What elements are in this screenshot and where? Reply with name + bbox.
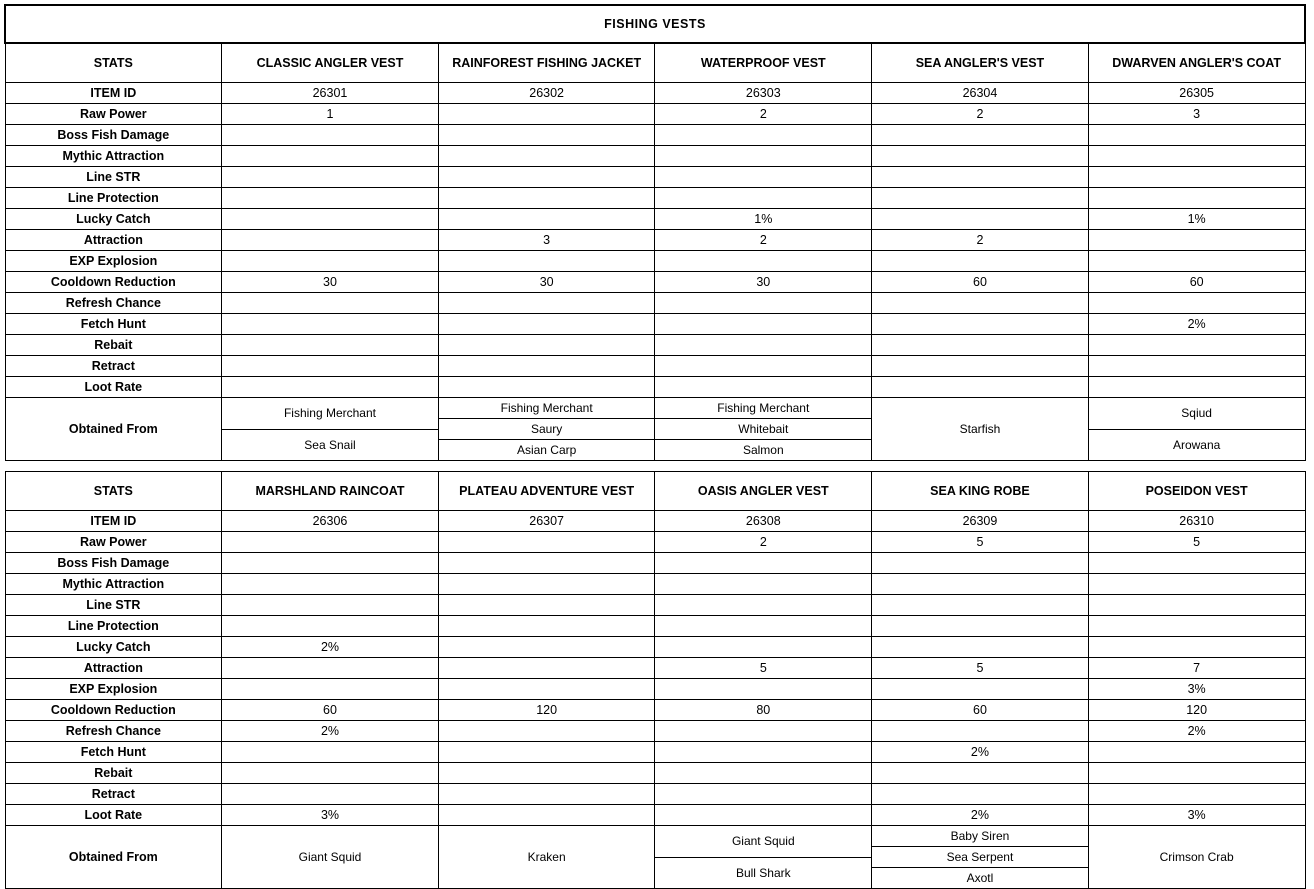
obtained-from-cell <box>655 398 872 461</box>
table-row <box>5 251 1305 272</box>
stat-value <box>438 314 655 335</box>
stat-value <box>438 574 655 595</box>
stat-value <box>438 553 655 574</box>
header-item-1: MARSHLAND RAINCOAT <box>222 472 439 511</box>
stat-value <box>222 742 439 763</box>
stat-value <box>438 742 655 763</box>
table-row <box>5 104 1305 125</box>
stat-value <box>872 125 1089 146</box>
stat-value <box>438 125 655 146</box>
stat-value <box>1088 574 1305 595</box>
obtained-from-entry: Sea Snail <box>222 429 438 460</box>
stat-label: Refresh Chance <box>5 293 222 314</box>
obtained-from-entry: Asian Carp <box>439 440 655 461</box>
header-item-4: SEA KING ROBE <box>872 472 1089 511</box>
header-stats: STATS <box>5 472 222 511</box>
table-row <box>5 553 1305 574</box>
stat-label: Lucky Catch <box>5 209 222 230</box>
table-row <box>5 679 1305 700</box>
stat-value: 26304 <box>872 83 1089 104</box>
stat-value: 120 <box>1088 700 1305 721</box>
stat-value: 5 <box>872 658 1089 679</box>
obtained-from-cell: Crimson Crab <box>1088 826 1305 889</box>
stat-value: 2% <box>872 742 1089 763</box>
obtained-from-entry: Bull Shark <box>655 857 871 888</box>
stat-value: 2 <box>655 104 872 125</box>
stat-label: Retract <box>5 356 222 377</box>
stat-value: 26310 <box>1088 511 1305 532</box>
stat-value: 3% <box>1088 805 1305 826</box>
stat-value <box>655 574 872 595</box>
stat-value: 26303 <box>655 83 872 104</box>
stat-value: 2 <box>872 230 1089 251</box>
stat-value <box>655 721 872 742</box>
header-item-2: PLATEAU ADVENTURE VEST <box>438 472 655 511</box>
stat-value <box>655 356 872 377</box>
stat-label: Line Protection <box>5 616 222 637</box>
stat-value <box>222 125 439 146</box>
table-row <box>5 83 1305 104</box>
fishing-vests-table <box>4 4 1306 889</box>
header-item-3: WATERPROOF VEST <box>655 43 872 83</box>
stat-value <box>872 637 1089 658</box>
stat-value <box>1088 742 1305 763</box>
stat-label: Line STR <box>5 167 222 188</box>
stat-label: ITEM ID <box>5 83 222 104</box>
stat-value <box>222 167 439 188</box>
obtained-from-cell: Giant Squid <box>222 826 439 889</box>
stat-value: 3% <box>1088 679 1305 700</box>
obtained-from-entry: Sqiud <box>1089 398 1305 429</box>
stat-value <box>438 658 655 679</box>
obtained-from-entry: Arowana <box>1089 429 1305 460</box>
stat-value: 2% <box>222 637 439 658</box>
stat-value: 2% <box>222 721 439 742</box>
table-row <box>5 700 1305 721</box>
stat-value <box>655 146 872 167</box>
stat-value <box>872 574 1089 595</box>
obtained-from-entry: Salmon <box>655 440 871 461</box>
stat-value <box>438 377 655 398</box>
stat-label: Rebait <box>5 763 222 784</box>
stat-value <box>1088 356 1305 377</box>
table-row <box>5 616 1305 637</box>
stat-label: Raw Power <box>5 104 222 125</box>
stat-value <box>655 293 872 314</box>
stat-label: Boss Fish Damage <box>5 125 222 146</box>
stat-value <box>222 616 439 637</box>
stat-value: 7 <box>1088 658 1305 679</box>
obtained-from-cell <box>655 826 872 889</box>
obtained-from-entry: Whitebait <box>655 419 871 440</box>
stat-value <box>872 335 1089 356</box>
stat-value <box>655 784 872 805</box>
stat-value: 26302 <box>438 83 655 104</box>
stat-value <box>655 763 872 784</box>
header-item-5: DWARVEN ANGLER'S COAT <box>1088 43 1305 83</box>
stat-value <box>222 784 439 805</box>
table-row <box>5 272 1305 293</box>
stat-value: 30 <box>655 272 872 293</box>
stat-value <box>438 251 655 272</box>
obtained-from-cell: Kraken <box>438 826 655 889</box>
stat-label: EXP Explosion <box>5 679 222 700</box>
stat-value <box>1088 167 1305 188</box>
stat-value: 60 <box>222 700 439 721</box>
stat-value <box>872 616 1089 637</box>
stat-value <box>438 595 655 616</box>
stat-value <box>438 104 655 125</box>
stat-value <box>655 125 872 146</box>
table-row <box>5 763 1305 784</box>
stat-label: Loot Rate <box>5 805 222 826</box>
stat-value <box>872 679 1089 700</box>
stat-label: Cooldown Reduction <box>5 272 222 293</box>
stat-value <box>222 209 439 230</box>
table-row <box>5 188 1305 209</box>
stat-value <box>1088 553 1305 574</box>
stat-value <box>1088 637 1305 658</box>
stat-value <box>1088 763 1305 784</box>
obtained-from-entry: Axotl <box>872 868 1088 889</box>
stat-value: 1% <box>655 209 872 230</box>
stat-value <box>1088 616 1305 637</box>
stat-value <box>872 595 1089 616</box>
stat-value <box>655 377 872 398</box>
stat-value <box>222 293 439 314</box>
stat-value <box>438 146 655 167</box>
header-item-5: POSEIDON VEST <box>1088 472 1305 511</box>
stat-value: 30 <box>438 272 655 293</box>
stat-value <box>438 721 655 742</box>
stat-value <box>438 188 655 209</box>
stat-value <box>438 532 655 553</box>
stat-value <box>438 209 655 230</box>
header-item-3: OASIS ANGLER VEST <box>655 472 872 511</box>
stat-value <box>655 188 872 209</box>
stat-value <box>1088 377 1305 398</box>
obtained-from-entry: Fishing Merchant <box>222 398 438 429</box>
stat-label: Line STR <box>5 595 222 616</box>
table-row <box>5 335 1305 356</box>
stat-value: 120 <box>438 700 655 721</box>
stat-value <box>222 574 439 595</box>
stat-value: 26301 <box>222 83 439 104</box>
stat-value <box>1088 230 1305 251</box>
stat-label: Lucky Catch <box>5 637 222 658</box>
stat-value: 26307 <box>438 511 655 532</box>
stat-value: 2 <box>655 230 872 251</box>
stat-value <box>655 679 872 700</box>
stat-value: 5 <box>655 658 872 679</box>
stat-value <box>222 658 439 679</box>
obtained-from-cell <box>872 826 1089 889</box>
stat-value: 26308 <box>655 511 872 532</box>
obtained-from-entry: Sea Serpent <box>872 847 1088 868</box>
table-row <box>5 377 1305 398</box>
stat-value <box>872 188 1089 209</box>
table-row <box>5 209 1305 230</box>
stat-label: Mythic Attraction <box>5 574 222 595</box>
spacer-cell <box>5 461 1305 472</box>
header-item-4: SEA ANGLER'S VEST <box>872 43 1089 83</box>
table-spacer <box>5 461 1305 472</box>
stat-value <box>222 377 439 398</box>
stat-value <box>872 356 1089 377</box>
table-row <box>5 314 1305 335</box>
obtained-from-entry: Giant Squid <box>655 826 871 857</box>
obtained-from-entry: Saury <box>439 419 655 440</box>
table-row <box>5 356 1305 377</box>
table-row <box>5 658 1305 679</box>
stat-value <box>222 335 439 356</box>
stat-value: 3 <box>438 230 655 251</box>
table-row <box>5 293 1305 314</box>
stat-value <box>655 637 872 658</box>
stat-value <box>222 679 439 700</box>
stat-value <box>872 763 1089 784</box>
table-row <box>5 125 1305 146</box>
obtained-from-cell <box>1088 398 1305 461</box>
stat-value <box>438 784 655 805</box>
stat-value <box>872 167 1089 188</box>
stat-value <box>655 553 872 574</box>
stat-value <box>222 314 439 335</box>
stat-value <box>1088 595 1305 616</box>
table-row <box>5 595 1305 616</box>
stat-value: 3 <box>1088 104 1305 125</box>
table-row <box>5 146 1305 167</box>
stat-value <box>1088 251 1305 272</box>
stat-value <box>872 146 1089 167</box>
stat-value <box>438 293 655 314</box>
stat-label: Loot Rate <box>5 377 222 398</box>
stat-value <box>222 553 439 574</box>
stat-value <box>872 209 1089 230</box>
stat-value: 2 <box>655 532 872 553</box>
stat-label: Line Protection <box>5 188 222 209</box>
stat-value <box>872 784 1089 805</box>
stat-value <box>1088 188 1305 209</box>
table-row <box>5 805 1305 826</box>
obtained-from-entry: Fishing Merchant <box>655 398 871 419</box>
stat-value: 2% <box>872 805 1089 826</box>
stat-label: Fetch Hunt <box>5 742 222 763</box>
stat-value: 60 <box>872 272 1089 293</box>
table-row <box>5 511 1305 532</box>
stat-value <box>222 595 439 616</box>
stat-value: 1 <box>222 104 439 125</box>
stat-value <box>655 335 872 356</box>
stat-value: 26306 <box>222 511 439 532</box>
title-row <box>5 5 1305 43</box>
stat-value <box>438 805 655 826</box>
stat-value <box>222 356 439 377</box>
stat-value <box>872 377 1089 398</box>
stat-label: Mythic Attraction <box>5 146 222 167</box>
stat-value <box>222 251 439 272</box>
stat-value <box>655 167 872 188</box>
obtained-from-label: Obtained From <box>5 826 222 889</box>
obtained-from-row <box>5 398 1305 461</box>
stat-value <box>438 167 655 188</box>
table-row <box>5 167 1305 188</box>
stat-value: 2% <box>1088 721 1305 742</box>
obtained-from-cell <box>222 398 439 461</box>
header-item-1: CLASSIC ANGLER VEST <box>222 43 439 83</box>
stat-label: EXP Explosion <box>5 251 222 272</box>
stat-value <box>222 230 439 251</box>
stat-value <box>1088 146 1305 167</box>
table-row <box>5 784 1305 805</box>
stat-value <box>872 293 1089 314</box>
stat-value: 80 <box>655 700 872 721</box>
stat-label: Cooldown Reduction <box>5 700 222 721</box>
stat-value <box>222 188 439 209</box>
stat-label: Attraction <box>5 230 222 251</box>
stat-label: Boss Fish Damage <box>5 553 222 574</box>
stat-value: 30 <box>222 272 439 293</box>
obtained-from-cell <box>438 398 655 461</box>
stat-label: Retract <box>5 784 222 805</box>
stat-value <box>655 595 872 616</box>
stat-value <box>1088 125 1305 146</box>
table-row <box>5 742 1305 763</box>
stat-value <box>655 251 872 272</box>
column-header-row <box>5 43 1305 83</box>
stat-value: 5 <box>1088 532 1305 553</box>
stat-value <box>438 679 655 700</box>
stat-value <box>872 251 1089 272</box>
stat-label: Attraction <box>5 658 222 679</box>
stat-value <box>1088 335 1305 356</box>
stat-value <box>1088 293 1305 314</box>
stat-value <box>655 314 872 335</box>
stat-value <box>438 637 655 658</box>
stat-value: 1% <box>1088 209 1305 230</box>
table-row <box>5 574 1305 595</box>
table-row <box>5 230 1305 251</box>
obtained-from-entry: Fishing Merchant <box>439 398 655 419</box>
stat-value <box>222 763 439 784</box>
stat-value: 3% <box>222 805 439 826</box>
stat-label: Fetch Hunt <box>5 314 222 335</box>
stat-value <box>438 335 655 356</box>
page-title: FISHING VESTS <box>5 5 1305 43</box>
stat-value <box>438 356 655 377</box>
stat-value <box>222 146 439 167</box>
stat-value: 60 <box>872 700 1089 721</box>
table-row <box>5 532 1305 553</box>
obtained-from-cell: Starfish <box>872 398 1089 461</box>
stat-value: 26309 <box>872 511 1089 532</box>
stat-value <box>438 763 655 784</box>
obtained-from-label: Obtained From <box>5 398 222 461</box>
stat-value <box>1088 784 1305 805</box>
stat-value: 2 <box>872 104 1089 125</box>
header-stats: STATS <box>5 43 222 83</box>
stat-value <box>655 616 872 637</box>
stat-value: 26305 <box>1088 83 1305 104</box>
stat-label: Refresh Chance <box>5 721 222 742</box>
stat-label: Rebait <box>5 335 222 356</box>
stat-value <box>872 314 1089 335</box>
stat-value <box>222 532 439 553</box>
stat-value <box>655 742 872 763</box>
stat-value <box>872 721 1089 742</box>
table-row <box>5 637 1305 658</box>
stat-value: 2% <box>1088 314 1305 335</box>
table-row <box>5 721 1305 742</box>
header-item-2: RAINFOREST FISHING JACKET <box>438 43 655 83</box>
stat-value <box>438 616 655 637</box>
stat-value <box>872 553 1089 574</box>
obtained-from-entry: Baby Siren <box>872 826 1088 847</box>
stat-label: ITEM ID <box>5 511 222 532</box>
stat-label: Raw Power <box>5 532 222 553</box>
stat-value: 5 <box>872 532 1089 553</box>
column-header-row <box>5 472 1305 511</box>
stat-value: 60 <box>1088 272 1305 293</box>
obtained-from-row <box>5 826 1305 889</box>
stat-value <box>655 805 872 826</box>
